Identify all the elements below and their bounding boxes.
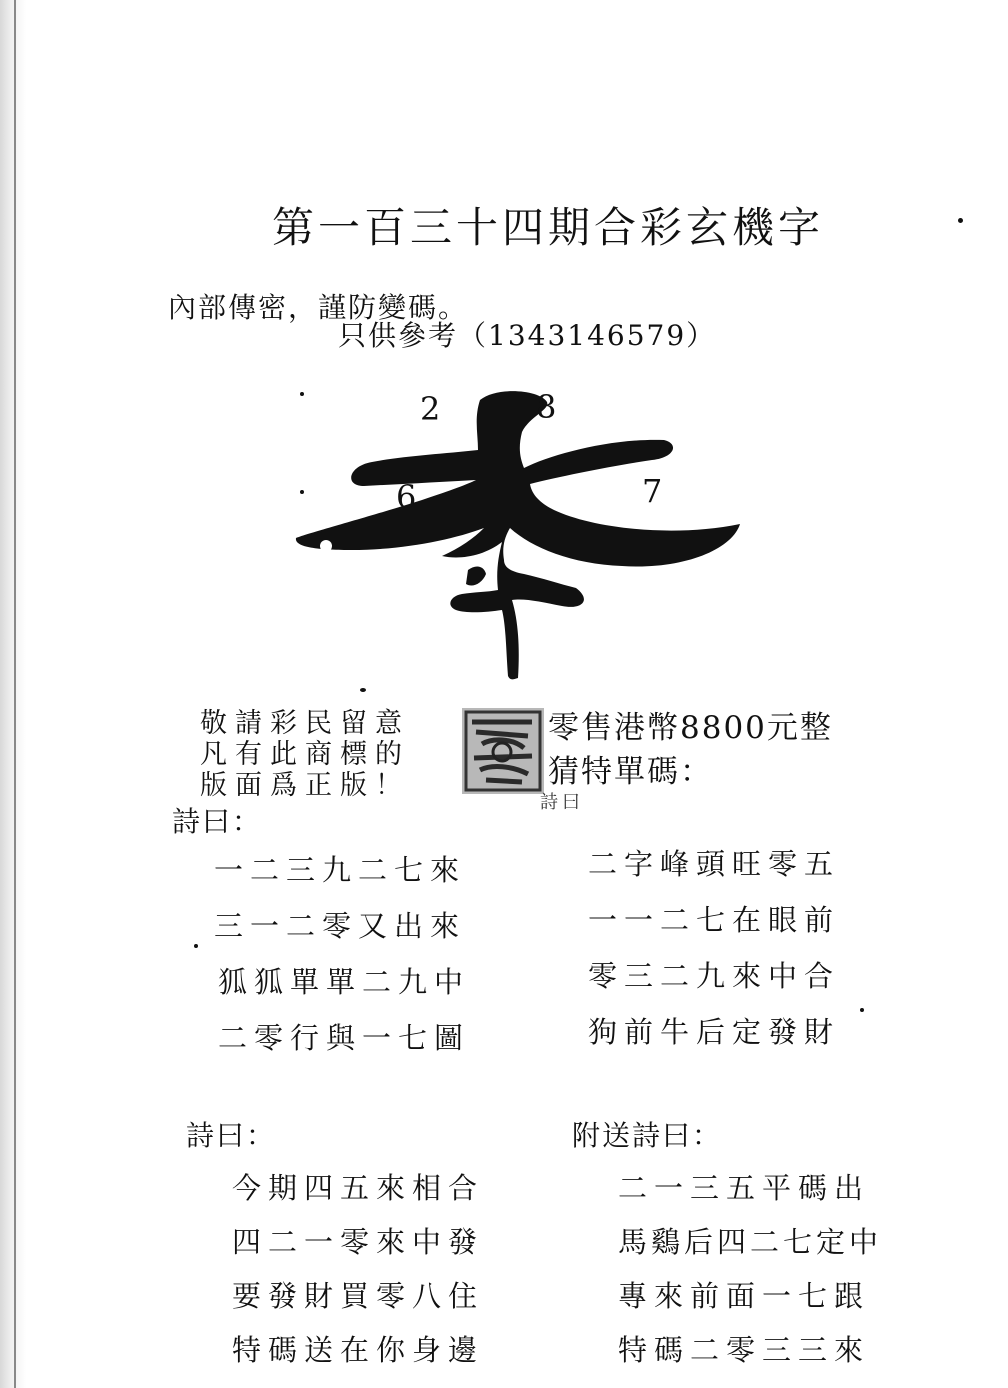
poem-line: 一二三九二七來 <box>214 853 467 887</box>
poem-line: 狐狐單單二九中 <box>218 965 471 999</box>
hint-digit: 8 <box>536 388 557 426</box>
reference-notice: 只供參考（1343146579） <box>338 319 717 352</box>
poem-line: 專來前面一七跟 <box>618 1279 871 1313</box>
poem-heading: 詩曰： <box>186 1119 277 1152</box>
scan-speck <box>300 392 304 396</box>
brush-character-figure <box>292 388 752 688</box>
poem-line: 要發財買零八住 <box>232 1279 485 1313</box>
scan-speck <box>958 218 963 223</box>
scan-speck <box>194 944 198 948</box>
poem-line: 零三二九來中合 <box>588 959 841 993</box>
scan-edge-line <box>14 0 16 1388</box>
page-title: 第一百三十四期合彩玄機字 <box>272 203 825 252</box>
poem-line: 今期四五來相合 <box>232 1171 485 1205</box>
scan-speck <box>360 688 366 692</box>
guess-label: 猜特單碼： <box>548 754 713 790</box>
scan-edge-shadow <box>0 0 26 1388</box>
poem-line: 特碼送在你身邊 <box>232 1333 485 1367</box>
brand-notice-line: 敬請彩民留意 <box>200 708 410 739</box>
scan-speck <box>300 490 304 494</box>
brand-notice-line: 版面爲正版！ <box>200 770 410 801</box>
hint-digit: 6 <box>396 478 417 516</box>
partial-text: 詩曰 <box>540 792 584 813</box>
hint-digit: 7 <box>642 472 663 510</box>
poem-line: 馬鷄后四二七定中 <box>618 1225 883 1259</box>
poem-heading: 附送詩曰： <box>572 1119 723 1152</box>
poem-line: 四二一零來中發 <box>232 1225 485 1259</box>
poem-line: 一一二七在眼前 <box>588 903 841 937</box>
trademark-seal-icon <box>462 708 544 794</box>
hint-digit: 2 <box>420 390 441 428</box>
poem-line: 三一二零又出來 <box>214 909 467 943</box>
poem-line: 二一三五平碼出 <box>618 1171 871 1205</box>
poem-heading: 詩曰： <box>172 805 263 838</box>
poem-line: 特碼二零三三來 <box>618 1333 871 1367</box>
scan-speck <box>860 1008 864 1012</box>
poem-line: 狗前牛后定發財 <box>588 1015 841 1049</box>
confidential-notice: 內部傳密，謹防變碼。 <box>168 291 469 324</box>
brand-notice-line: 凡有此商標的 <box>200 739 410 770</box>
poem-line: 二零行與一七圖 <box>218 1021 471 1055</box>
poem-line: 二字峰頭旺零五 <box>588 847 841 881</box>
price-label: 零售港幣8800元整 <box>548 710 833 746</box>
